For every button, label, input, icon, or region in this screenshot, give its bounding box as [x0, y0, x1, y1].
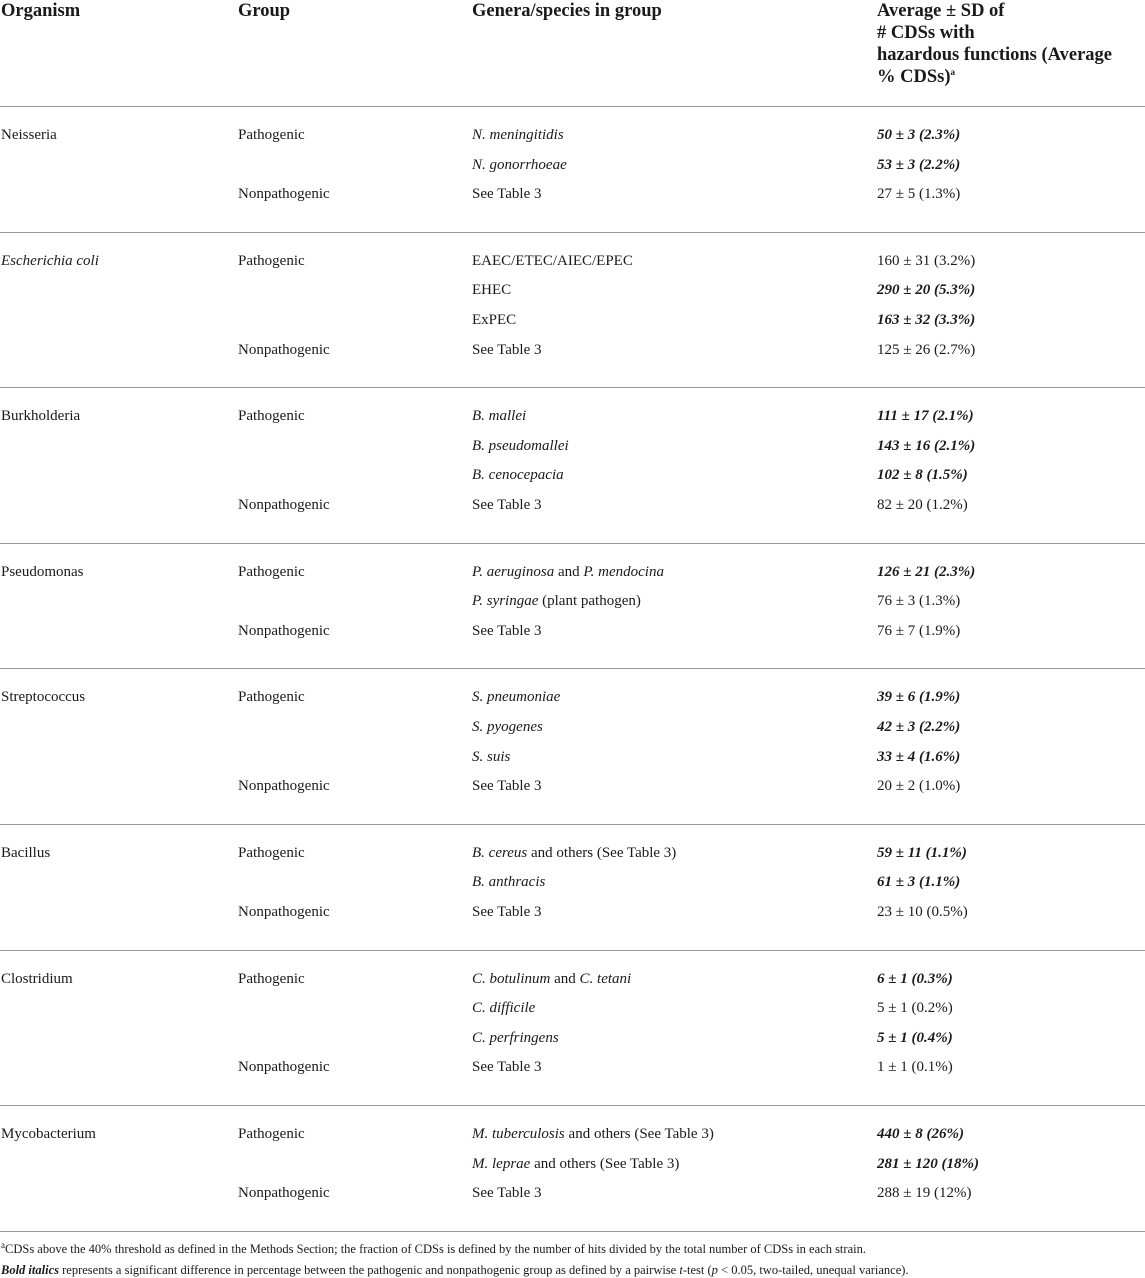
genera-text: and — [554, 563, 584, 580]
genera-text: See Table 3 — [472, 341, 542, 358]
average-value: 1 ± 1 (0.1%) — [877, 1059, 953, 1076]
genera-cell — [472, 496, 542, 514]
species-name: S. pyogenes — [472, 718, 543, 735]
organism-name: Clostridium — [1, 970, 73, 987]
genera-cell — [472, 1155, 679, 1173]
table-body — [0, 107, 1145, 1232]
average-value: 125 ± 26 (2.7%) — [877, 341, 976, 358]
organism-name: Neisseria — [1, 127, 57, 143]
genera-cell — [472, 903, 542, 921]
genera-cell — [472, 1058, 542, 1076]
header-average-line4: % CDSs)$^a$ — [877, 66, 955, 87]
genera-cell — [472, 970, 631, 988]
genera-cell — [472, 341, 542, 359]
organism-name: Pseudomonas — [1, 563, 84, 580]
average-value: 6 ± 1 (0.3%) — [877, 970, 953, 987]
species-name: C. difficile — [472, 1000, 536, 1017]
group-label: Nonpathogenic — [238, 496, 330, 513]
group-label: Pathogenic — [238, 563, 305, 580]
organism-name: Mycobacterium — [1, 1125, 96, 1142]
genera-text: and others (See Table 3) — [527, 844, 677, 861]
average-value: 20 ± 2 (1.0%) — [877, 778, 961, 795]
species-name: B. cereus — [472, 844, 528, 861]
average-value: 33 ± 4 (1.6%) — [877, 748, 961, 765]
group-label: Nonpathogenic — [238, 186, 330, 203]
average-value: 160 ± 31 (3.2%) — [877, 252, 976, 269]
average-value: 42 ± 3 (2.2%) — [877, 718, 961, 735]
genera-cell — [472, 844, 676, 862]
footnote-marker: a — [950, 66, 955, 77]
average-value: 23 ± 10 (0.5%) — [877, 903, 968, 920]
genera-text: EHEC — [472, 282, 512, 299]
genera-cell — [472, 407, 526, 425]
genera-cell — [472, 1029, 559, 1047]
average-value: 61 ± 3 (1.1%) — [877, 874, 961, 891]
genera-text: (plant pathogen) — [538, 593, 641, 610]
genera-text: and others (See Table 3) — [530, 1155, 680, 1172]
genera-cell — [472, 592, 641, 610]
genera-text: ExPEC — [472, 311, 517, 328]
species-name: P. aeruginosa — [472, 563, 555, 580]
header-average-line2: # CDSs with — [877, 23, 975, 43]
table-section — [0, 825, 1145, 951]
species-name: C. tetani — [579, 970, 632, 987]
genera-cell — [472, 1125, 714, 1143]
average-value: 290 ± 20 (5.3%) — [877, 282, 976, 299]
group-label: Nonpathogenic — [238, 1059, 330, 1076]
genera-cell — [472, 1184, 542, 1202]
average-value: 5 ± 1 (0.2%) — [877, 1000, 953, 1017]
average-value: 111 ± 17 (2.1%) — [877, 408, 974, 425]
group-label: Nonpathogenic — [238, 778, 330, 795]
organism-name: Streptococcus — [1, 689, 86, 706]
average-value: 82 ± 20 (1.2%) — [877, 496, 968, 513]
group-label: Pathogenic — [238, 970, 305, 987]
genera-cell — [472, 777, 542, 795]
group-label: Nonpathogenic — [238, 903, 330, 920]
table-section — [0, 107, 1145, 233]
group-label: Nonpathogenic — [238, 622, 330, 639]
species-name: B. pseudomallei — [472, 437, 569, 454]
group-label: Nonpathogenic — [238, 1185, 330, 1202]
average-value: 76 ± 3 (1.3%) — [877, 593, 961, 610]
genera-cell — [472, 622, 542, 640]
table-section — [0, 1106, 1145, 1232]
species-name: N. gonorrhoeae — [472, 156, 567, 173]
group-label: Pathogenic — [238, 689, 305, 706]
genera-cell — [472, 748, 510, 766]
group-label: Pathogenic — [238, 127, 305, 143]
header-average — [877, 0, 1112, 88]
average-value: 76 ± 7 (1.9%) — [877, 622, 961, 639]
organism-name: Escherichia coli — [1, 252, 99, 269]
genera-text: See Table 3 — [472, 903, 542, 920]
species-name: P. mendocina — [583, 563, 664, 580]
average-value: 126 ± 21 (2.3%) — [877, 563, 976, 580]
group-label: Pathogenic — [238, 844, 305, 861]
genera-cell — [472, 156, 567, 174]
genera-cell — [472, 126, 564, 144]
table-header — [0, 0, 1145, 107]
table-section — [0, 951, 1145, 1106]
species-name: P. syringae — [472, 593, 539, 610]
average-value: 281 ± 120 (18%) — [877, 1155, 979, 1172]
average-value: 5 ± 1 (0.4%) — [877, 1029, 953, 1046]
genera-cell — [472, 563, 664, 581]
genera-cell — [472, 311, 516, 329]
average-value: 143 ± 16 (2.1%) — [877, 437, 976, 454]
organism-name: Burkholderia — [1, 408, 81, 425]
genera-text: See Table 3 — [472, 622, 542, 639]
species-name: B. mallei — [472, 408, 527, 425]
genera-cell — [472, 185, 542, 203]
genera-cell — [472, 252, 633, 270]
genera-cell — [472, 718, 543, 736]
average-value: 39 ± 6 (1.9%) — [877, 689, 961, 706]
header-group: Group — [238, 1, 291, 21]
genera-text: See Table 3 — [472, 1059, 542, 1076]
header-genera: Genera/species in group — [472, 1, 662, 21]
group-label: Pathogenic — [238, 252, 305, 269]
genera-text: and — [550, 970, 580, 987]
genera-cell — [472, 281, 511, 299]
genera-cell — [472, 999, 535, 1017]
table-section — [0, 669, 1145, 824]
header-organism: Organism — [1, 1, 81, 21]
group-label: Pathogenic — [238, 1125, 305, 1142]
species-name: N. meningitidis — [472, 127, 564, 143]
group-label: Pathogenic — [238, 408, 305, 425]
genera-text: EAEC/ETEC/AIEC/EPEC — [472, 252, 633, 269]
average-value: 53 ± 3 (2.2%) — [877, 156, 961, 173]
genera-cell — [472, 688, 560, 706]
species-name: S. suis — [472, 748, 511, 765]
footnote-b: Bold italics represents a significant difference in percentage between the pathogenic and nonpathogenic group as defined by a pairwise t-test (p < 0.05, two-tailed, unequal variance). — [1, 1262, 909, 1277]
group-label: Nonpathogenic — [238, 341, 330, 358]
species-name: B. cenocepacia — [472, 467, 564, 484]
genera-cell — [472, 873, 545, 891]
table-section — [0, 233, 1145, 388]
genera-text: See Table 3 — [472, 186, 542, 203]
species-name: C. perfringens — [472, 1029, 559, 1046]
species-name: C. botulinum — [472, 970, 551, 987]
genera-cell — [472, 437, 569, 455]
genera-text: See Table 3 — [472, 496, 542, 513]
genera-text: See Table 3 — [472, 1185, 542, 1202]
average-value: 440 ± 8 (26%) — [877, 1125, 964, 1142]
species-name: B. anthracis — [472, 874, 546, 891]
table-section — [0, 544, 1145, 670]
average-value: 163 ± 32 (3.3%) — [877, 311, 976, 328]
average-value: 27 ± 5 (1.3%) — [877, 186, 961, 203]
species-name: M. leprae — [472, 1155, 531, 1172]
species-name: M. tuberculosis — [472, 1125, 565, 1142]
organism-name: Bacillus — [1, 844, 51, 861]
average-value: 50 ± 3 (2.3%) — [877, 127, 961, 143]
genera-cell — [472, 466, 564, 484]
genera-text: and others (See Table 3) — [564, 1125, 714, 1142]
species-name: S. pneumoniae — [472, 689, 561, 706]
average-value: 59 ± 11 (1.1%) — [877, 844, 967, 861]
header-average-line1: Average ± SD of — [877, 1, 1005, 21]
footnote-a: $^a$CDSs above the 40% threshold as defined in the Methods Section; the fraction of CDSs is defined by the number of hits divided by the total number of CDSs in each strain. — [1, 1239, 866, 1256]
average-value: 102 ± 8 (1.5%) — [877, 467, 968, 484]
table-section — [0, 388, 1145, 543]
genera-text: See Table 3 — [472, 778, 542, 795]
header-average-line3: hazardous functions (Average — [877, 45, 1113, 65]
average-value: 288 ± 19 (12%) — [877, 1185, 972, 1202]
